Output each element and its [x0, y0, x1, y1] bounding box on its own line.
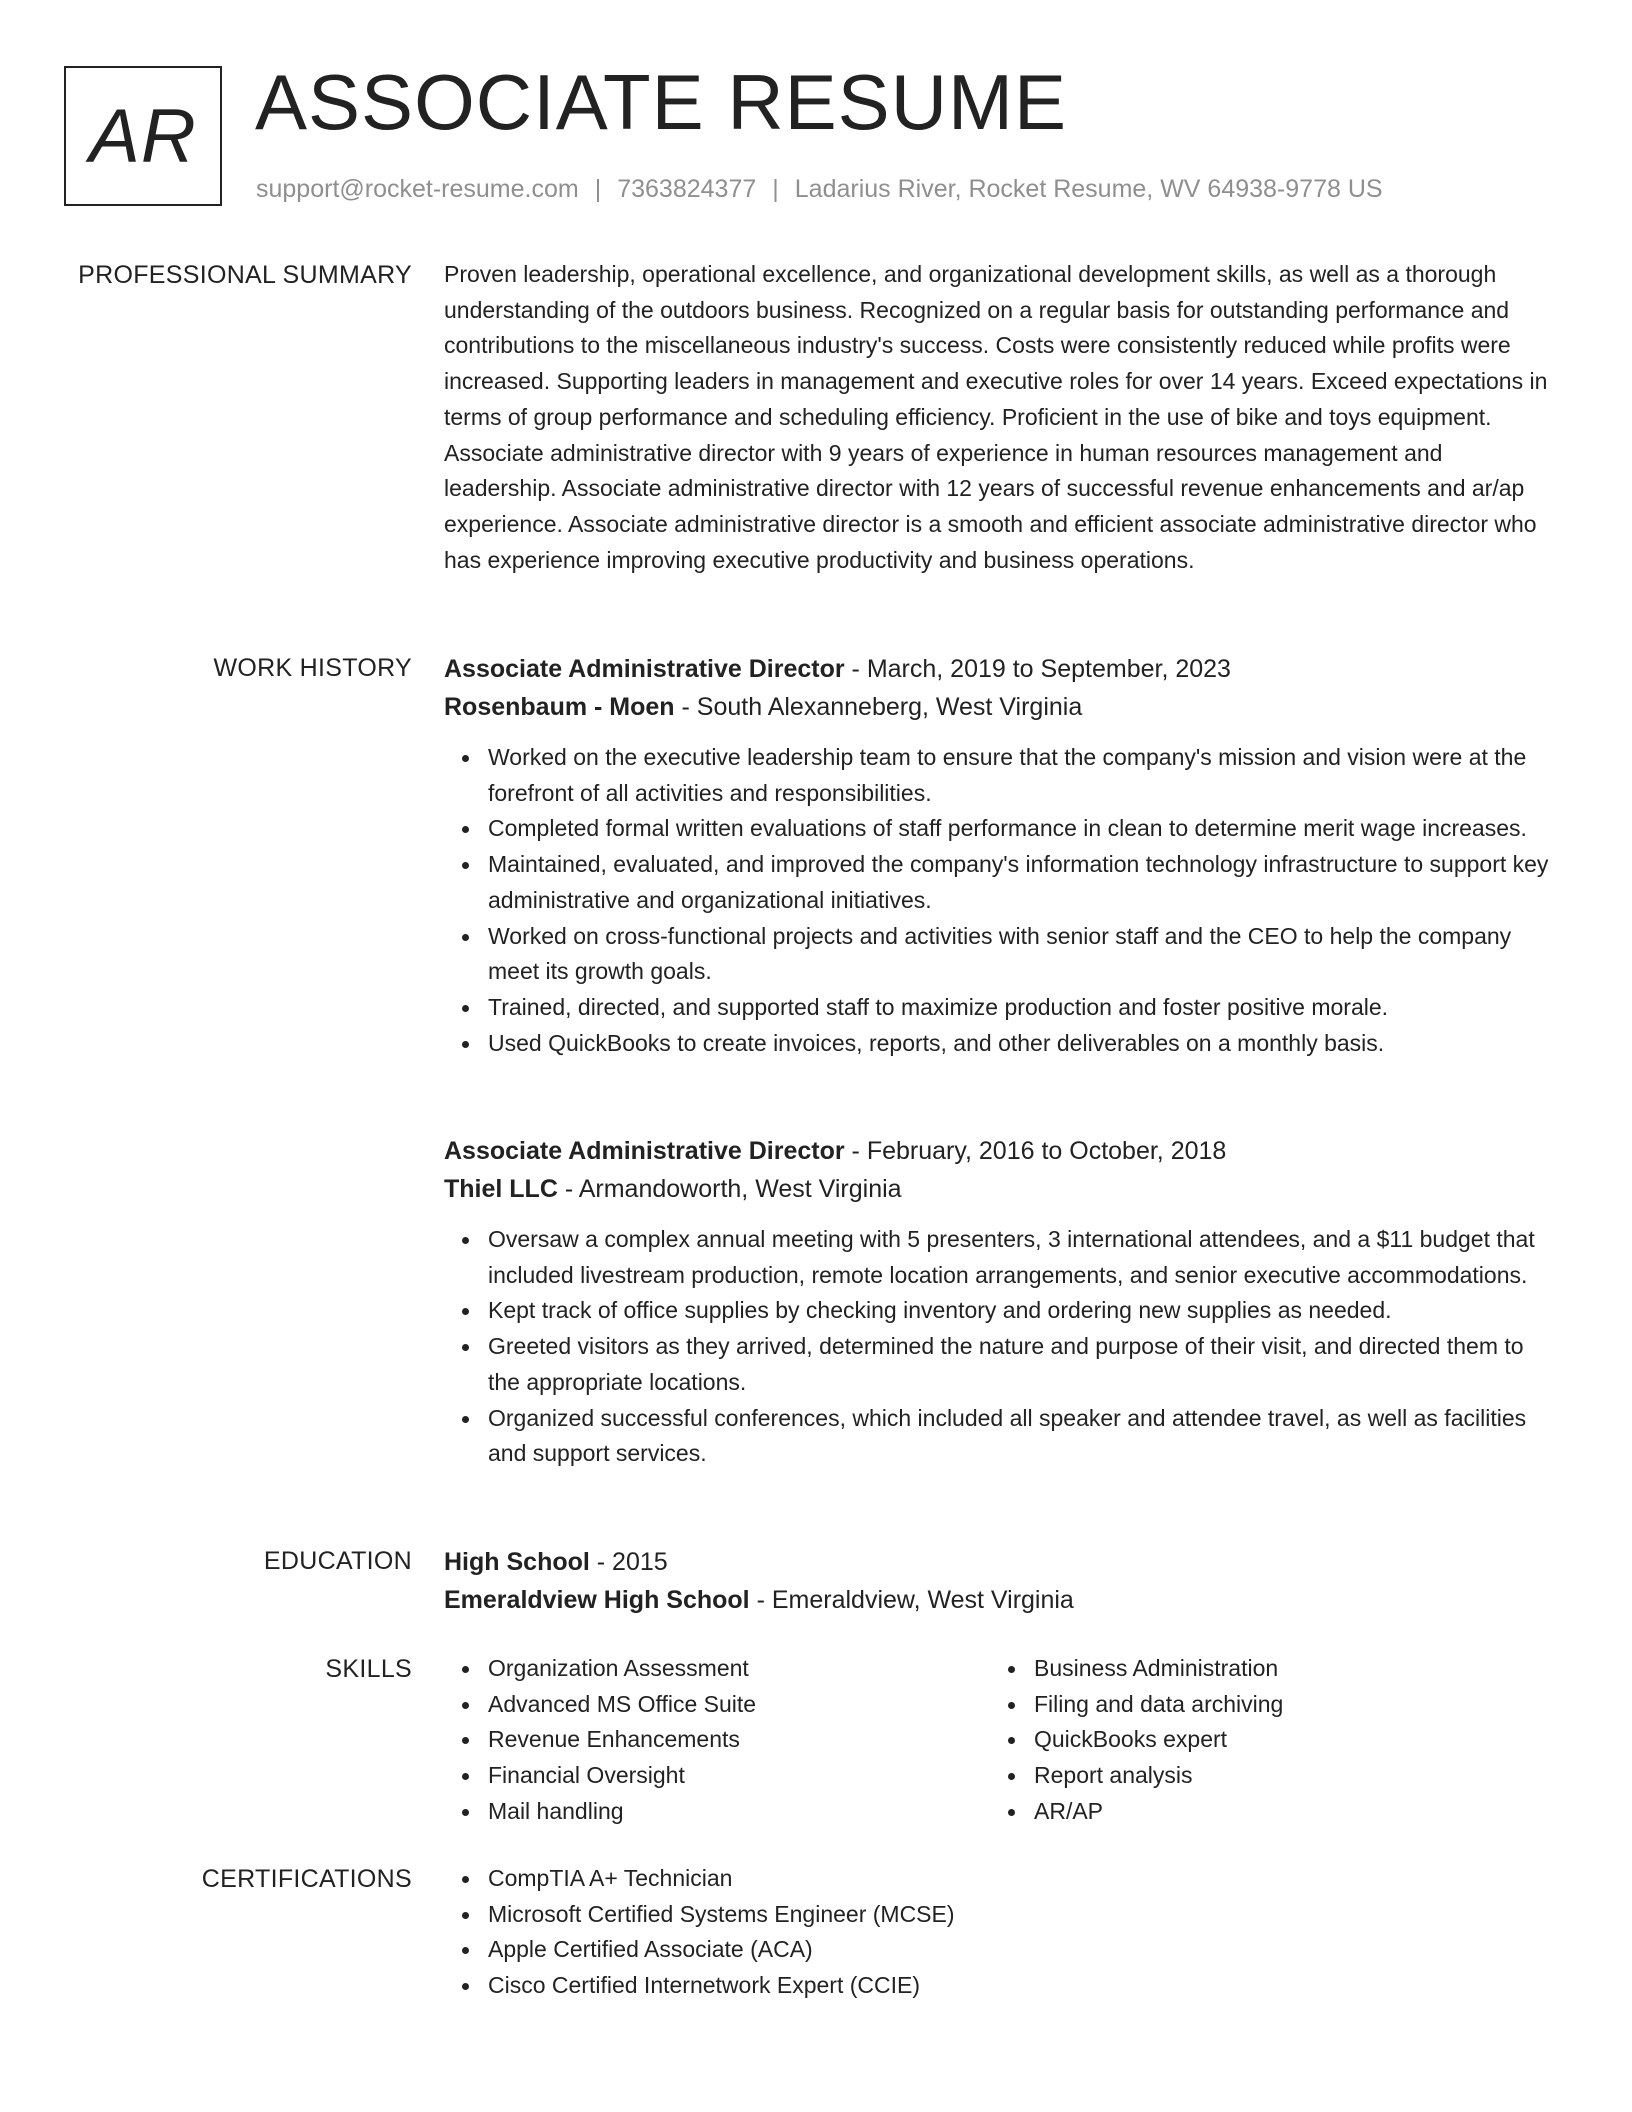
skill-item: Mail handling: [488, 1794, 990, 1830]
section-label-education: EDUCATION: [263, 1547, 412, 1575]
summary-text: Proven leadership, operational excellence, and organizational development skills, as well as a thorough understanding of the outdoors business. Recognized on a regular basis for outstanding performance and contributions to the miscellaneous industry's success. Costs were consistently reduced while profits were increased. Supporting leaders in management and executive roles for over 14 years. Exceed expectations in terms of group performance and scheduling efficiency. Proficient in the use of bike and toys equipment. Associate administrative director with 9 years of experience in human resources management and leadership. Associate administrative director with 12 years of successful revenue enhancements and ar/ap experience. Associate administrative director is a smooth and efficient associate administrative director who has experience improving executive productivity and business operations.: [444, 261, 1548, 573]
job-bullet: Oversaw a complex annual meeting with 5 presenters, 3 international attendees, and a $11 budget that included livestream production, remote location arrangements, and senior executive accommodations.: [488, 1222, 1554, 1293]
education-school-line: [444, 1581, 1554, 1619]
skill-item: Report analysis: [1034, 1758, 1490, 1794]
contact-phone[interactable]: 7363824377: [617, 175, 757, 203]
contact-email[interactable]: support@rocket-resume.com: [256, 175, 579, 203]
job-title: Associate Administrative Director: [444, 1137, 845, 1165]
education-degree: High School: [444, 1548, 590, 1576]
job-company-line: [444, 1170, 1554, 1208]
contact-separator: |: [772, 175, 779, 203]
education-school: Emeraldview High School: [444, 1586, 750, 1614]
section-label-skills: SKILLS: [325, 1655, 412, 1683]
job-entry: [444, 650, 1554, 1061]
education-location: - Emeraldview, West Virginia: [749, 1586, 1074, 1614]
job-entry: [444, 1132, 1554, 1472]
skills-list-left: [444, 1651, 990, 1830]
job-dates: - February, 2016 to October, 2018: [844, 1137, 1227, 1165]
job-dates: - March, 2019 to September, 2023: [844, 655, 1231, 683]
skill-item: Financial Oversight: [488, 1758, 990, 1794]
job-bullet-list: [444, 740, 1554, 1061]
skill-item: Business Administration: [1034, 1651, 1490, 1687]
skills-list-right: [990, 1651, 1490, 1830]
job-bullet: Trained, directed, and supported staff to maximize production and foster positive morale.: [488, 990, 1554, 1026]
job-bullet: Worked on cross-functional projects and activities with senior staff and the CEO to help the company meet its growth goals.: [488, 919, 1554, 990]
skill-item: QuickBooks expert: [1034, 1722, 1490, 1758]
job-bullet: Kept track of office supplies by checking inventory and ordering new supplies as needed.: [488, 1293, 1554, 1329]
job-bullet-list: [444, 1222, 1554, 1472]
job-title: Associate Administrative Director: [444, 655, 845, 683]
contact-address: Ladarius River, Rocket Resume, WV 64938-9778 US: [794, 175, 1383, 203]
monogram-box: [64, 66, 222, 206]
section-label-certifications: CERTIFICATIONS: [201, 1865, 412, 1893]
job-bullet: Worked on the executive leadership team to ensure that the company's mission and vision were at the forefront of all activities and responsibilities.: [488, 740, 1554, 811]
job-bullet: Completed formal written evaluations of staff performance in clean to determine merit wage increases.: [488, 811, 1554, 847]
job-title-line: [444, 650, 1554, 688]
skill-item: Filing and data archiving: [1034, 1687, 1490, 1723]
job-location: - Armandoworth, West Virginia: [557, 1175, 902, 1203]
job-bullet: Organized successful conferences, which included all speaker and attendee travel, as well as facilities and support services.: [488, 1401, 1554, 1472]
job-bullet: Maintained, evaluated, and improved the company's information technology infrastructure to support key administrative and organizational initiatives.: [488, 847, 1554, 918]
certifications-list: [444, 1861, 1554, 2004]
certification-item: CompTIA A+ Technician: [488, 1861, 1554, 1897]
monogram-initials: AR: [89, 93, 197, 179]
job-title-line: [444, 1132, 1554, 1170]
skills-columns: [444, 1651, 1554, 1830]
education-degree-line: [444, 1543, 1554, 1581]
certification-item: Microsoft Certified Systems Engineer (MCSE): [488, 1897, 1554, 1933]
skill-item: Revenue Enhancements: [488, 1722, 990, 1758]
certification-item: Apple Certified Associate (ACA): [488, 1932, 1554, 1968]
job-bullet: Used QuickBooks to create invoices, reports, and other deliverables on a monthly basis.: [488, 1026, 1554, 1062]
resume-title: ASSOCIATE RESUME: [255, 58, 1068, 146]
contact-line: [256, 174, 1383, 204]
section-label-work-history: WORK HISTORY: [213, 654, 412, 682]
education-year: - 2015: [589, 1548, 668, 1576]
job-company: Rosenbaum - Moen: [444, 693, 675, 721]
section-label-summary: PROFESSIONAL SUMMARY: [78, 261, 412, 289]
skill-item: Advanced MS Office Suite: [488, 1687, 990, 1723]
contact-separator: |: [594, 175, 602, 203]
job-bullet: Greeted visitors as they arrived, determined the nature and purpose of their visit, and directed them to the appropriate locations.: [488, 1329, 1554, 1400]
skill-item: AR/AP: [1034, 1794, 1490, 1830]
certification-item: Cisco Certified Internetwork Expert (CCIE): [488, 1968, 1554, 2004]
job-company: Thiel LLC: [444, 1175, 558, 1203]
job-location: - South Alexanneberg, West Virginia: [674, 693, 1083, 721]
skill-item: Organization Assessment: [488, 1651, 990, 1687]
job-company-line: [444, 688, 1554, 726]
